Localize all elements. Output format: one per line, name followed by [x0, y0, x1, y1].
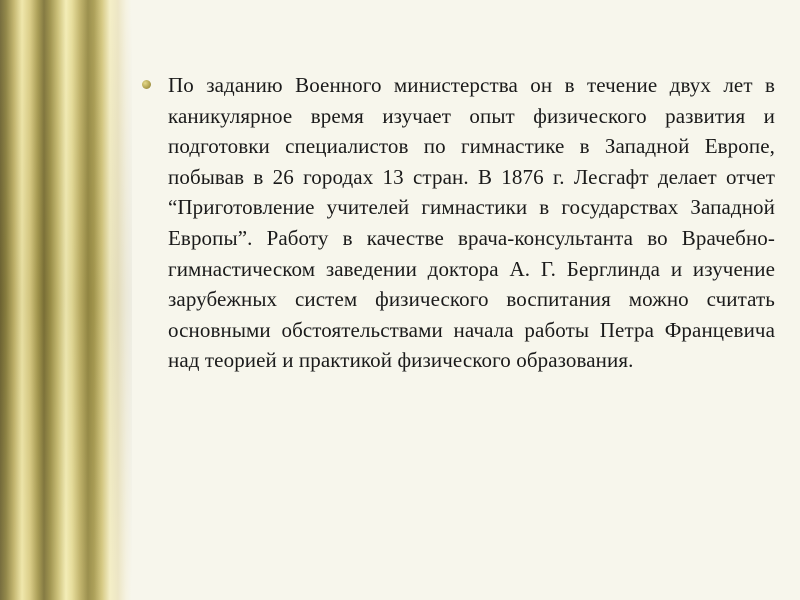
slide-content [140, 70, 775, 376]
bullet-dot-icon [142, 80, 151, 89]
decorative-gold-band [0, 0, 132, 600]
bullet-text: По заданию Военного министерства он в течение двух лет в каникулярное время изучает опыт физического развития и подготовки специалистов по гимнастике в Западной Европе, побывав в 26 городах 13 стран. В 1876 г. Лесгафт делает отчет “Приготовление учителей гимнастики в государствах Западной Европы”. Работу в качестве врача-консультанта во Врачебно-гимнастическом заведении доктора А. Г. Берглинда и изучение зарубежных систем физического воспитания можно считать основными обстоятельствами начала работы Петра Францевича над теорией и практикой физического образования. [168, 73, 775, 373]
bullet-item [140, 70, 775, 376]
